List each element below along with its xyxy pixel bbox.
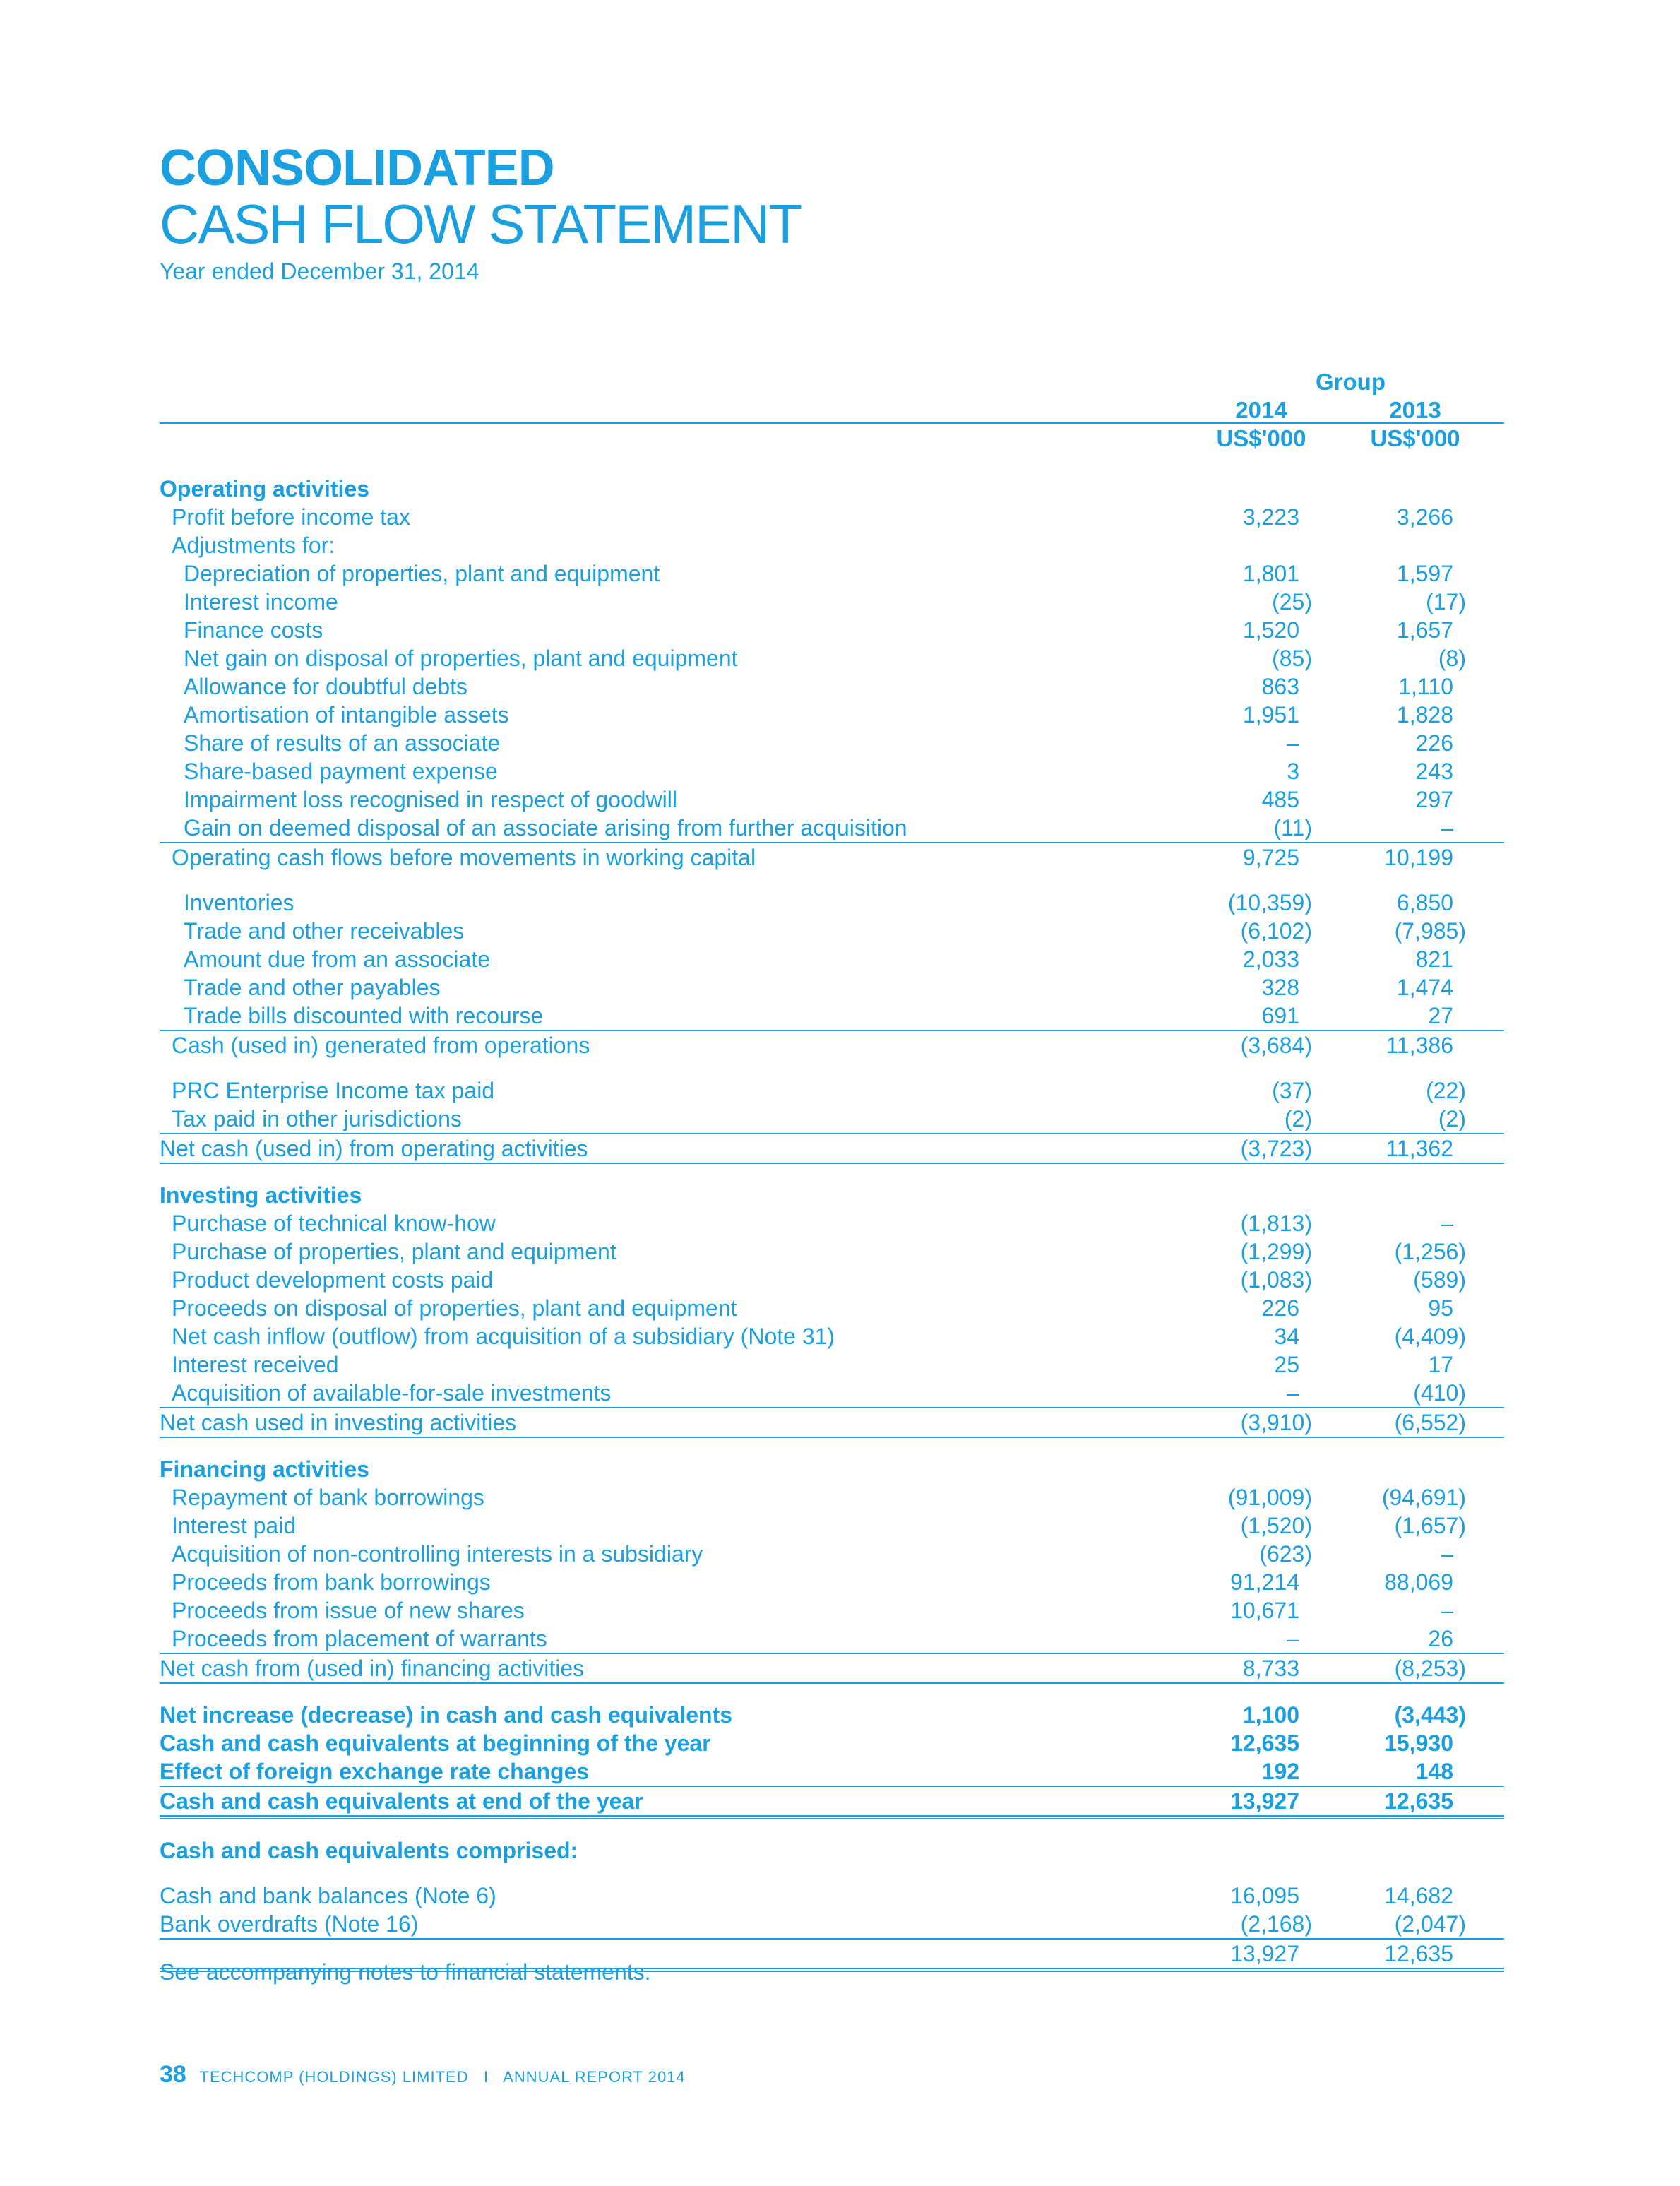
value-2013: 10,199 [1384,845,1453,870]
table-row [160,1653,1504,1684]
value-2013: – [1441,815,1453,840]
value-2013: – [1441,1541,1453,1567]
table-row [160,1076,1504,1105]
value-2013: 14,682 [1384,1883,1453,1908]
row-label: Adjustments for: [172,533,335,558]
table-row [160,1511,1504,1540]
table-row [160,785,1504,814]
table-row [160,644,1504,672]
value-2013: 1,474 [1396,975,1453,1000]
table-row [160,917,1504,945]
value-2014: 13,927 [1230,1788,1299,1814]
value-2013: (8) [1438,646,1466,671]
row-label: Share-based payment expense [184,759,498,784]
table-row [160,588,1504,616]
value-2013: 17 [1428,1352,1453,1377]
row-label: Share of results of an associate [184,730,501,756]
table-row [160,1002,1504,1030]
row-label: Cash and bank balances (Note 6) [160,1883,496,1908]
row-label: Allowance for doubtful debts [184,674,468,699]
row-label: Operating activities [160,476,369,501]
row-label: Cash (used in) generated from operations [172,1033,590,1058]
footnote: See accompanying notes to financial statements. [160,1959,651,1985]
year-2014-header: 2014 [1235,397,1287,423]
value-2014: 34 [1274,1324,1299,1349]
row-label: Cash and cash equivalents comprised: [160,1838,578,1863]
row-label: Net cash (used in) from operating activities [160,1136,588,1161]
row-label: Proceeds from bank borrowings [172,1569,491,1595]
value-2014: 9,725 [1242,845,1299,870]
value-2013: 11,386 [1386,1033,1453,1058]
table-row [160,1836,1504,1865]
value-2013: 1,597 [1396,561,1453,586]
value-2013: (589) [1413,1267,1466,1293]
value-2014: (85) [1272,646,1312,671]
value-2014: – [1287,1626,1299,1651]
value-2013: 821 [1415,946,1453,972]
row-label: Repayment of bank borrowings [172,1485,484,1510]
value-2014: 485 [1261,787,1299,812]
value-2014: 25 [1274,1352,1299,1377]
value-2013: (8,253) [1394,1656,1466,1681]
table-row [160,1407,1504,1438]
table-row [160,973,1504,1002]
value-2013: 12,635 [1384,1788,1453,1814]
table-row [160,1322,1504,1350]
value-2014: (6,102) [1240,918,1312,944]
table-row [160,1181,1504,1209]
row-label: Impairment loss recognised in respect of goodwill [184,787,677,812]
value-2013: 3,266 [1396,504,1453,530]
value-2013: (2) [1438,1106,1466,1131]
value-2013: 297 [1415,787,1453,812]
row-label: Operating cash flows before movements in working capital [172,845,756,870]
table-body [160,475,1504,1972]
table-row [160,1624,1504,1653]
row-label: Inventories [184,890,294,915]
column-header [160,363,1504,458]
table-row [160,814,1504,842]
value-2013: 1,110 [1398,674,1453,699]
row-label: Cash and cash equivalents at beginning of the year [160,1730,711,1756]
value-2013: 95 [1428,1295,1453,1321]
table-row [160,1105,1504,1133]
row-label: Proceeds on disposal of properties, plant and equipment [172,1295,737,1321]
table-row [160,1757,1504,1786]
value-2014: 328 [1261,975,1299,1000]
value-2014: (2,168) [1240,1911,1312,1937]
table-row [160,616,1504,644]
period-label: Year ended December 31, 2014 [160,259,479,284]
year-2013-header: 2013 [1389,397,1441,423]
value-2014: 8,733 [1242,1656,1299,1681]
table-row [160,475,1504,503]
row-label: Product development costs paid [172,1267,494,1293]
currency-2014-header: US$'000 [1216,425,1306,451]
value-2014: 192 [1261,1759,1299,1784]
value-2014: (1,813) [1240,1211,1312,1236]
value-2014: 3,223 [1242,504,1299,530]
table-row [160,1455,1504,1483]
value-2014: (3,723) [1240,1136,1312,1161]
header-rule [160,422,1504,424]
table-row [160,1910,1504,1938]
value-2013: (7,985) [1394,918,1466,944]
value-2014: (10,359) [1227,890,1312,915]
table-row [160,1882,1504,1910]
table-row [160,1701,1504,1729]
table-row [160,559,1504,588]
title-main: CONSOLIDATED [160,140,554,196]
row-label: Net cash from (used in) financing activities [160,1656,585,1681]
row-label: Purchase of technical know-how [172,1211,496,1236]
value-2013: (6,552) [1394,1410,1466,1435]
value-2013: (3,443) [1394,1702,1466,1728]
table-row [160,1266,1504,1294]
row-label: Financing activities [160,1456,369,1482]
row-label: Finance costs [184,617,323,643]
row-label: Net cash used in investing activities [160,1410,517,1435]
row-label: Net gain on disposal of properties, plant and equipment [184,646,738,671]
value-2014: (3,910) [1240,1410,1312,1435]
value-2013: 15,930 [1384,1730,1453,1756]
value-2014: 226 [1261,1295,1299,1321]
table-row [160,1596,1504,1624]
row-label: Investing activities [160,1182,362,1208]
row-label: Gain on deemed disposal of an associate arising from further acquisition [184,815,907,840]
row-label: Bank overdrafts (Note 16) [160,1911,419,1937]
value-2014: 10,671 [1230,1598,1299,1623]
value-2014: 91,214 [1230,1569,1299,1595]
table-row [160,889,1504,917]
value-2014: 1,100 [1242,1702,1299,1728]
value-2013: 11,362 [1386,1136,1453,1161]
row-label: Acquisition of available-for-sale investments [172,1380,612,1406]
row-label: Profit before income tax [172,504,410,530]
value-2014: 16,095 [1230,1883,1299,1908]
table-row [160,1294,1504,1322]
table-row [160,1237,1504,1266]
value-2013: (1,256) [1394,1239,1466,1264]
value-2014: 13,927 [1230,1941,1299,1966]
row-label: Interest income [184,589,338,614]
row-label: Trade and other receivables [184,918,465,944]
value-2014: (1,299) [1240,1239,1312,1264]
value-2014: (623) [1259,1541,1312,1567]
value-2014: 1,520 [1242,617,1299,643]
value-2013: (22) [1426,1078,1466,1103]
value-2013: (1,657) [1394,1513,1466,1538]
row-label: Proceeds from issue of new shares [172,1598,525,1623]
row-label: Amortisation of intangible assets [184,702,509,727]
table-row [160,531,1504,559]
value-2013: – [1441,1211,1453,1236]
table-row [160,1209,1504,1237]
table-row [160,672,1504,701]
table-row [160,701,1504,729]
footer-text: TECHCOMP (HOLDINGS) LIMITED I ANNUAL REPORT 2014 [199,2068,686,2086]
value-2014: (11) [1273,815,1312,840]
value-2014: 12,635 [1230,1730,1299,1756]
row-label: Tax paid in other jurisdictions [172,1106,462,1131]
value-2013: (17) [1426,589,1466,614]
page-footer [160,2061,686,2089]
value-2014: (91,009) [1227,1485,1312,1510]
table-row [160,1568,1504,1596]
value-2014: 863 [1261,674,1299,699]
row-label: Net increase (decrease) in cash and cash equivalents [160,1702,733,1728]
table-row [160,1133,1504,1164]
value-2014: 3 [1287,759,1299,784]
value-2014: (1,083) [1240,1267,1312,1293]
value-2013: 226 [1415,730,1453,756]
row-label: Trade and other payables [184,975,441,1000]
value-2014: – [1287,730,1299,756]
row-label: Acquisition of non-controlling interests in a subsidiary [172,1541,703,1567]
row-label: Interest paid [172,1513,297,1538]
row-label: PRC Enterprise Income tax paid [172,1078,495,1103]
group-header: Group [1316,369,1386,395]
value-2013: 26 [1428,1626,1453,1651]
page-title [160,141,801,285]
value-2014: – [1287,1380,1299,1406]
value-2014: 1,801 [1242,561,1299,586]
value-2013: (2,047) [1394,1911,1466,1937]
table-row [160,945,1504,973]
row-label: Trade bills discounted with recourse [184,1003,544,1028]
table-row [160,842,1504,872]
page-number: 38 [160,2061,186,2088]
row-label: Interest received [172,1352,339,1377]
value-2013: 27 [1428,1003,1453,1028]
row-label: Net cash inflow (outflow) from acquisition of a subsidiary (Note 31) [172,1324,835,1349]
row-label: Cash and cash equivalents at end of the year [160,1788,643,1814]
value-2014: (37) [1272,1078,1312,1103]
value-2013: 6,850 [1396,890,1453,915]
table-row [160,1350,1504,1379]
table-row [160,1729,1504,1757]
row-label: Effect of foreign exchange rate changes [160,1759,590,1784]
value-2013: 88,069 [1384,1569,1453,1595]
title-sub: CASH FLOW STATEMENT [160,193,802,255]
value-2013: – [1441,1598,1453,1623]
value-2013: 1,657 [1396,617,1453,643]
table-row [160,503,1504,531]
value-2014: 2,033 [1242,946,1299,972]
value-2014: (1,520) [1240,1513,1312,1538]
table-row [160,1483,1504,1511]
value-2013: 243 [1415,759,1453,784]
value-2014: 691 [1261,1003,1299,1028]
value-2014: (2) [1284,1106,1312,1131]
table-row [160,1786,1504,1819]
row-label: Amount due from an associate [184,946,491,972]
value-2014: (3,684) [1240,1033,1312,1058]
value-2013: 148 [1415,1759,1453,1784]
table-row [160,1540,1504,1568]
table-row [160,1030,1504,1059]
value-2013: 1,828 [1396,702,1453,727]
table-row [160,729,1504,757]
table-row [160,1379,1504,1407]
row-label: Proceeds from placement of warrants [172,1626,547,1651]
table-row [160,757,1504,785]
value-2014: 1,951 [1242,702,1299,727]
row-label: Purchase of properties, plant and equipment [172,1239,616,1264]
currency-2013-header: US$'000 [1370,425,1460,451]
row-label: Depreciation of properties, plant and equipment [184,561,660,586]
value-2014: (25) [1272,589,1312,614]
value-2013: (4,409) [1394,1324,1466,1349]
value-2013: (410) [1413,1380,1466,1406]
cash-flow-table [160,363,1504,1972]
value-2013: 12,635 [1384,1941,1453,1966]
value-2013: (94,691) [1381,1485,1466,1510]
